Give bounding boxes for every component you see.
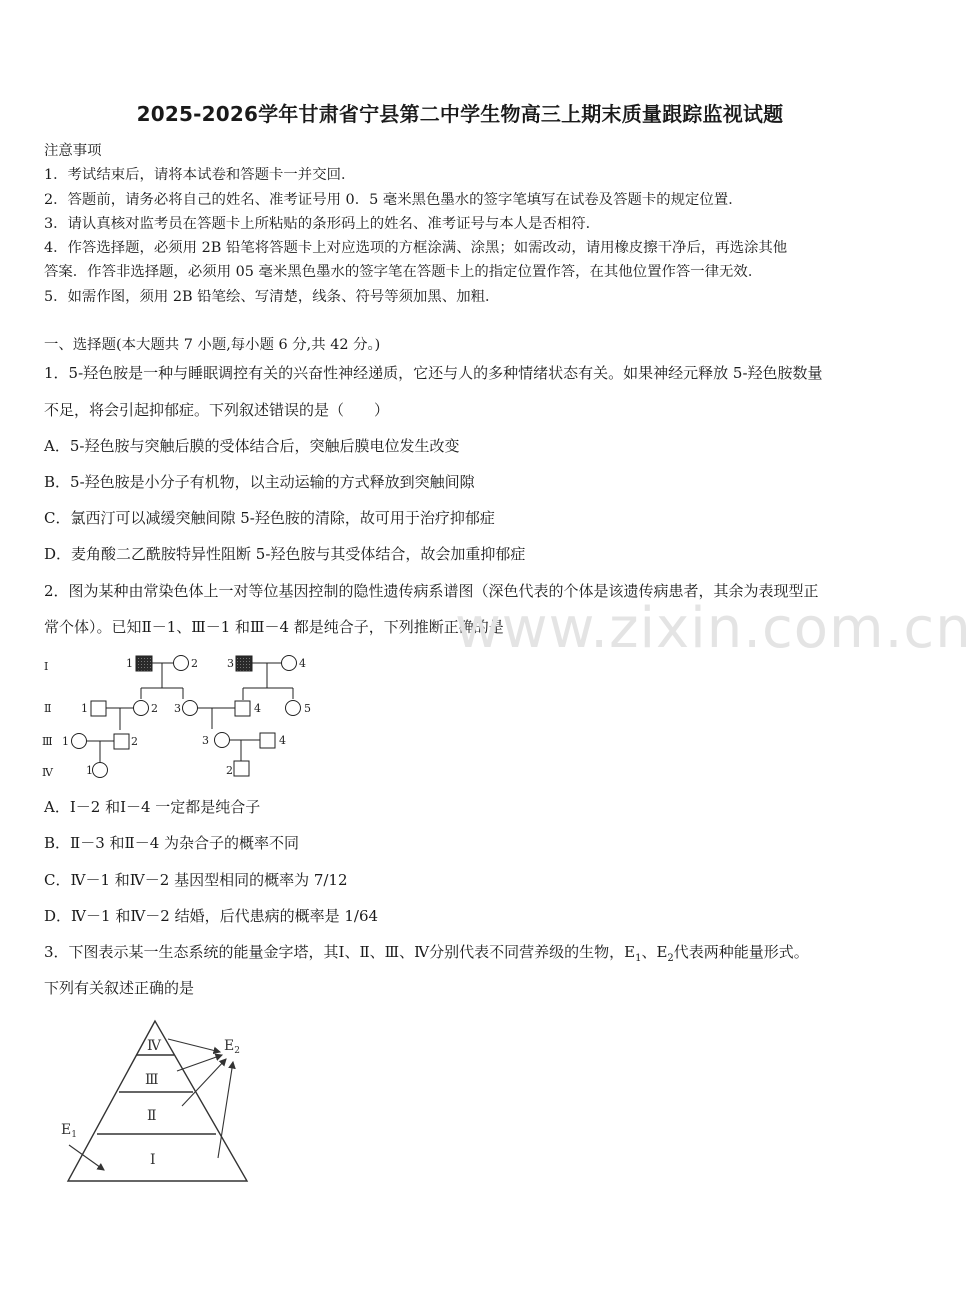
- subscript: 1: [71, 1130, 77, 1140]
- pedigree-female: [282, 656, 297, 671]
- individual-number: 2: [191, 657, 198, 670]
- pedigree-male: [235, 701, 250, 716]
- individual-number: 2: [131, 735, 138, 748]
- notice-item: 4．作答选择题，必须用 2B 铅笔将答题卡上对应选项的方框涂满、涂黑；如需改动，请用橡皮擦干净后，再选涂其他: [44, 240, 788, 256]
- energy-symbol: E: [224, 1038, 235, 1054]
- pedigree-male: [91, 701, 106, 716]
- pedigree-female: [183, 701, 198, 716]
- pedigree-female: [174, 656, 189, 671]
- generation-label: Ⅱ: [44, 702, 52, 715]
- q3-stem-text: 3．下图表示某一生态系统的能量金字塔，其Ⅰ、Ⅱ、Ⅲ、Ⅳ分别代表不同营养级的生物，E: [44, 943, 636, 961]
- section-heading: 一、选择题(本大题共 7 小题,每小题 6 分,共 42 分。): [44, 337, 381, 353]
- q3-stem-text: 代表两种能量形式。: [673, 943, 809, 961]
- pedigree-female: [134, 701, 149, 716]
- individual-number: 5: [304, 702, 311, 715]
- q3-stem: [44, 941, 809, 964]
- energy-arrow: [168, 1039, 220, 1052]
- q2-option-b: B．Ⅱ－3 和Ⅱ－4 为杂合子的概率不同: [44, 834, 300, 852]
- q2-option-d: D．Ⅳ－1 和Ⅳ－2 结婚，后代患病的概率是 1/64: [44, 907, 379, 925]
- pyramid-level-label: Ⅰ: [150, 1152, 156, 1168]
- individual-number: 3: [202, 734, 209, 747]
- notice-heading: 注意事项: [44, 143, 102, 159]
- pedigree-female: [93, 763, 108, 778]
- q2-stem: 常个体）。已知Ⅱ－1、Ⅲ－1 和Ⅲ－4 都是纯合子，下列推断正确的是: [44, 618, 504, 636]
- q2-option-a: A．Ⅰ－2 和Ⅰ－4 一定都是纯合子: [44, 798, 261, 816]
- pedigree-female: [72, 734, 87, 749]
- q3-stem: 下列有关叙述正确的是: [44, 979, 195, 997]
- notice-item: 3．请认真核对监考员在答题卡上所粘贴的条形码上的姓名、准考证号与本人是否相符．: [44, 216, 601, 232]
- energy-label-e2: [224, 1038, 240, 1056]
- individual-number: 4: [299, 657, 306, 670]
- individual-number: 2: [226, 764, 233, 777]
- pedigree-affected-male: [136, 656, 152, 671]
- individual-number: 1: [86, 764, 93, 777]
- pedigree-male: [260, 733, 275, 748]
- subscript: 2: [667, 953, 674, 964]
- q2-stem: 2．图为某种由常染色体上一对等位基因控制的隐性遗传病系谱图（深色代表的个体是该遗传病患者，其余为表现型正: [44, 582, 819, 600]
- q1-option-b: B．5-羟色胺是小分子有机物，以主动运输的方式释放到突触间隙: [44, 473, 475, 491]
- individual-number: 4: [254, 702, 261, 715]
- q1-stem: 不足，将会引起抑郁症。下列叙述错误的是（ ）: [44, 401, 390, 419]
- pyramid-level-label: Ⅲ: [145, 1072, 159, 1088]
- watermark: www.zixin.com.cn: [455, 596, 972, 661]
- pyramid-level-label: Ⅳ: [147, 1038, 161, 1054]
- exam-title: 2025-2026学年甘肃省宁县第二中学生物高三上期末质量跟踪监视试题: [136, 102, 784, 126]
- subscript: 2: [234, 1046, 240, 1056]
- pyramid-level-label: Ⅱ: [147, 1108, 157, 1124]
- q1-option-a: A．5-羟色胺与突触后膜的受体结合后，突触后膜电位发生改变: [44, 437, 460, 455]
- pedigree-chart: [36, 646, 336, 786]
- notice-item: 5．如需作图，须用 2B 铅笔绘、写清楚，线条、符号等须加黑、加粗．: [44, 289, 500, 305]
- individual-number: 2: [151, 702, 158, 715]
- notice-item: 2．答题前，请务必将自己的姓名、准考证号用 0．5 毫米黑色墨水的签字笔填写在试卷及答题卡的规定位置．: [44, 192, 743, 208]
- individual-number: 1: [62, 735, 69, 748]
- individual-number: 1: [126, 657, 133, 670]
- individual-number: 1: [81, 702, 88, 715]
- q2-option-c: C．Ⅳ－1 和Ⅳ－2 基因型相同的概率为 7/12: [44, 871, 348, 889]
- pedigree-male: [114, 734, 129, 749]
- generation-label: Ⅲ: [42, 735, 53, 748]
- pedigree-male: [234, 761, 249, 776]
- energy-arrow: [182, 1059, 226, 1106]
- q1-option-c: C．氯西汀可以减缓突触间隙 5-羟色胺的清除，故可用于治疗抑郁症: [44, 509, 495, 527]
- energy-arrow: [177, 1055, 222, 1071]
- energy-symbol: E: [61, 1122, 72, 1138]
- individual-number: 4: [279, 734, 286, 747]
- energy-arrow: [69, 1145, 104, 1170]
- q1-stem: 1．5-羟色胺是一种与睡眠调控有关的兴奋性神经递质，它还与人的多种情绪状态有关。如果神经元释放 5-羟色胺数量: [44, 364, 823, 382]
- notice-item: 1．考试结束后，请将本试卷和答题卡一并交回．: [44, 167, 356, 183]
- energy-label-e1: [61, 1122, 77, 1140]
- energy-pyramid: [50, 1012, 260, 1192]
- q1-option-d: D．麦角酸二乙酰胺特异性阻断 5-羟色胺与其受体结合，故会加重抑郁症: [44, 545, 526, 563]
- notice-item: 答案．作答非选择题，必须用 05 毫米黑色墨水的签字笔在答题卡上的指定位置作答，在其他位置作答一律无效．: [44, 264, 763, 280]
- subscript: 1: [635, 953, 642, 964]
- generation-label: Ⅳ: [42, 766, 53, 779]
- individual-number: 3: [227, 657, 234, 670]
- individual-number: 3: [174, 702, 181, 715]
- pedigree-female: [215, 733, 230, 748]
- pedigree-female: [286, 701, 301, 716]
- generation-label: Ⅰ: [44, 660, 49, 673]
- q3-stem-text: 、E: [641, 943, 668, 961]
- pedigree-affected-male: [236, 656, 252, 671]
